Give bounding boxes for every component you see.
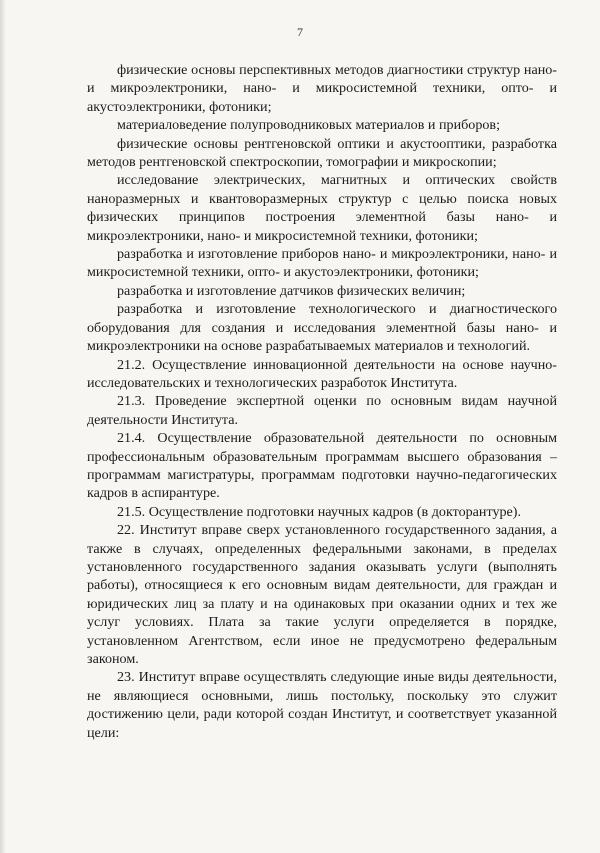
paragraph-21-2: 21.2. Осуществление инновационной деятельности на основе научно-исследовательских и технологических разработок Института.: [87, 356, 557, 391]
page-number: 7: [297, 25, 303, 39]
paragraph-22: 22. Институт вправе сверх установленного государственного задания, а также в случаях, определенных федеральными законами, в пределах установленного государственного задания оказывать услуги (выполнять работы), относящиеся к его основным видам деятельности, для граждан и юридических лиц за плату и на одинаковых при оказании одних и тех же услуг условиях. Плата за такие услуги определяется в порядке, установленном Агентством, если иное не предусмотрено федеральным законом.: [87, 522, 557, 667]
paragraph-diagnostics-methods: физические основы перспективных методов диагностики структур нано- и микроэлектроники, нано- и микросистемной техники, опто- и акустоэлектроники, фотоники;: [87, 62, 557, 115]
page-edge-shadow: [0, 0, 6, 853]
document-body: [87, 61, 557, 742]
paragraph-21-5: 21.5. Осуществление подготовки научных кадров (в докторантуре).: [117, 503, 522, 520]
paragraph-xray-optics: физические основы рентгеновской оптики и акустооптики, разработка методов рентгеновской спектроскопии, томографии и микроскопии;: [87, 135, 557, 171]
paragraph-21-4: 21.4. Осуществление образовательной деятельности по основным профессиональным образовательным программам высшего образования – программам магистратуры, программам подготовки научно-педагогических кадров в аспирантуре.: [87, 430, 557, 502]
paragraph-23: 23. Институт вправе осуществлять следующие иные виды деятельности, не являющиеся основными, лишь постольку, поскольку это служит достижению цели, ради которой создан Институт, и соответствует указанной цели:: [87, 669, 557, 741]
paragraph-device-manufacturing: разработка и изготовление приборов нано- и микроэлектроники, нано- и микросистемной техники, опто- и акустоэлектроники, фотоники;: [87, 246, 557, 281]
paragraph-sensors: разработка и изготовление датчиков физических величин;: [117, 282, 466, 299]
paragraph-nanostructure-research: исследование электрических, магнитных и оптических свойств наноразмерных и квантоворазмерных структур с целью поиска новых физических принципов построения элементной базы нано- и микроэлектроники, нано- и микросистемной техники, фотоники;: [87, 172, 557, 244]
paragraph-materials-science: материаловедение полупроводниковых материалов и приборов;: [117, 117, 500, 134]
paragraph-21-3: 21.3. Проведение экспертной оценки по основным видам научной деятельности Института.: [87, 393, 557, 428]
paragraph-equipment-development: разработка и изготовление технологического и диагностического оборудования для создания и исследования элементной базы нано- и микроэлектроники на основе разрабатываемых материалов и технологий.: [87, 301, 557, 355]
